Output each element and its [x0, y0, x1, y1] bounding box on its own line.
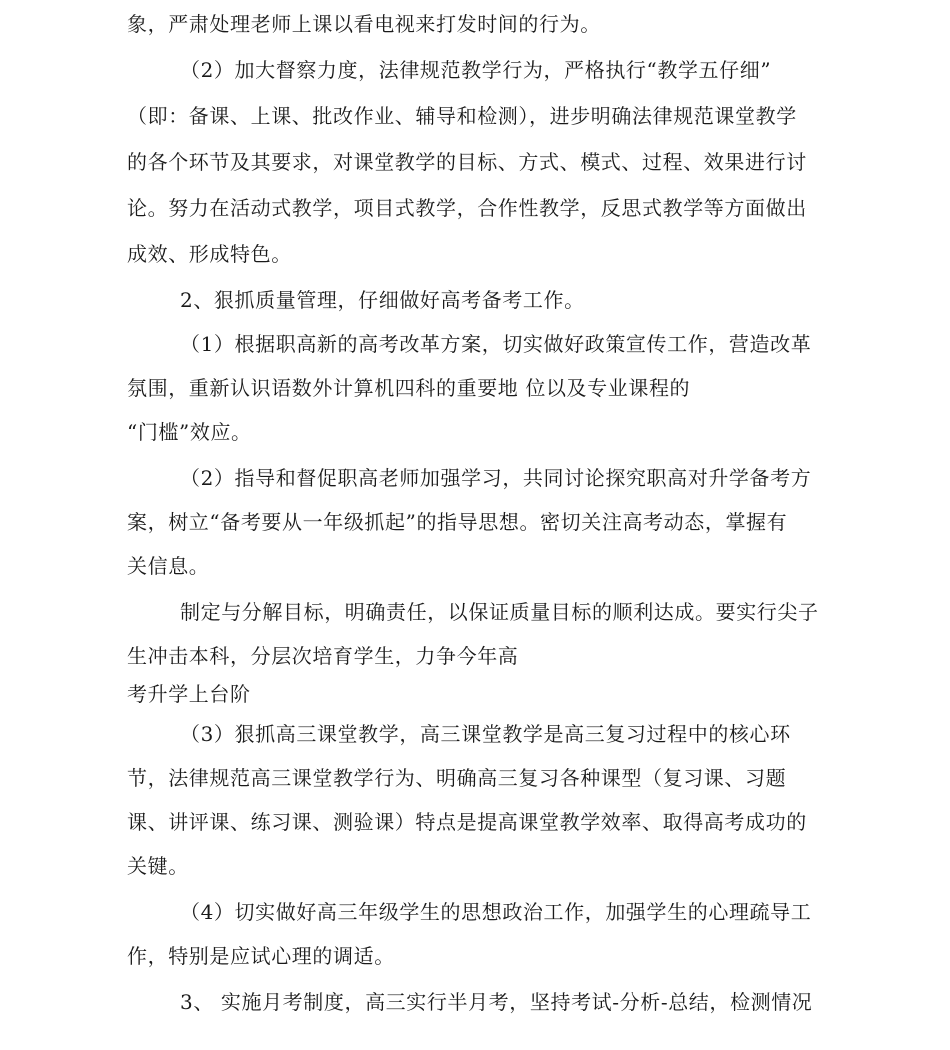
text-line: 关信息。 — [127, 554, 210, 578]
text-line: 制定与分解目标，明确责任，以保证质量目标的顺利达成。要实行尖子 — [180, 600, 819, 624]
text-line: 关键。 — [127, 854, 189, 878]
text-line: 考升学上台阶 — [127, 682, 251, 706]
text-line: 作，特别是应试心理的调适。 — [127, 944, 395, 968]
text-line: 课、讲评课、练习课、测验课）特点是提高课堂教学效率、取得高考成功的 — [127, 810, 807, 834]
text-line: （1）根据职高新的高考改革方案，切实做好政策宣传工作，营造改革 — [180, 332, 812, 356]
text-line: 成效、形成特色。 — [127, 242, 292, 266]
text-line: 生冲击本科，分层次培育学生，力争今年高 — [127, 644, 519, 668]
text-line: 节，法律规范高三课堂教学行为、明确高三复习各种课型（复习课、习题 — [127, 766, 787, 790]
text-line: （4）切实做好高三年级学生的思想政治工作，加强学生的心理疏导工 — [180, 900, 812, 924]
text-line: “门槛”效应。 — [127, 420, 252, 444]
text-line: 氛围，重新认识语数外计算机四科的重要地 位以及专业课程的 — [127, 376, 691, 400]
text-line: 象，严肃处理老师上课以看电视来打发时间的行为。 — [127, 12, 601, 36]
text-line: （即：备课、上课、批改作业、辅导和检测），进步明确法律规范课堂教学 — [127, 104, 797, 128]
text-line: （3）狠抓高三课堂教学，高三课堂教学是高三复习过程中的核心环 — [180, 722, 791, 746]
text-line: 案，树立“备考要从一年级抓起”的指导思想。密切关注高考动态，掌握有 — [127, 510, 788, 534]
text-line: （2）指导和督促职高老师加强学习，共同讨论探究职高对升学备考方 — [180, 466, 812, 490]
text-line: 论。努力在活动式教学，项目式教学，合作性教学，反思式教学等方面做出 — [127, 196, 807, 220]
text-line: （2）加大督察力度，法律规范教学行为，严格执行“教学五仔细” — [180, 58, 772, 82]
text-line: 3、 实施月考制度，高三实行半月考，坚持考试-分析-总结，检测情况 — [180, 990, 813, 1014]
text-line: 的各个环节及其要求，对课堂教学的目标、方式、模式、过程、效果进行讨 — [127, 150, 807, 174]
text-line: 2、狠抓质量管理，仔细做好高考备考工作。 — [180, 288, 585, 312]
